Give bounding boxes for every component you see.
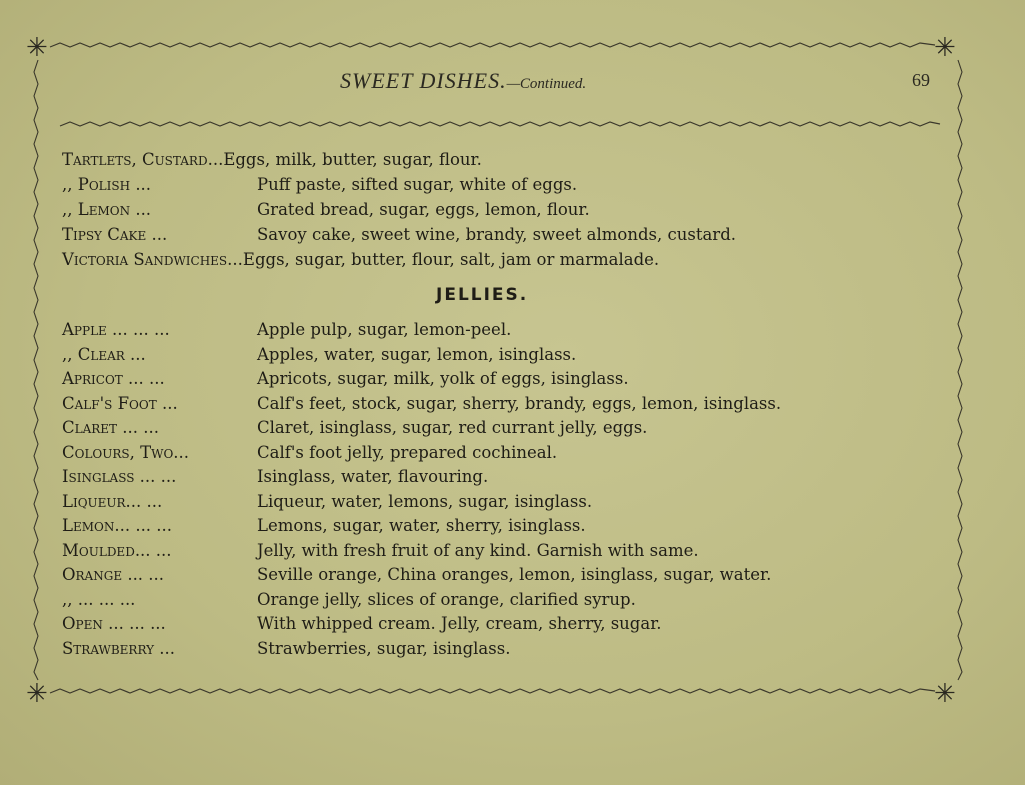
ingredients: ...Eggs, milk, butter, sugar, flour.: [207, 150, 482, 169]
ingredients: Isinglass, water, flavouring.: [257, 467, 489, 486]
page-header: [0, 68, 1025, 98]
ingredients: Grated bread, sugar, eggs, lemon, flour.: [257, 200, 590, 219]
list-item: [62, 587, 962, 613]
corner-ornament-icon: ✳: [934, 33, 956, 63]
dish-name: Liqueur... ...: [62, 491, 163, 511]
dish-name: Tipsy Cake ...: [62, 225, 168, 244]
list-item: [62, 636, 962, 662]
dish-name: ,, ... ... ...: [62, 589, 136, 609]
list-item: [62, 342, 962, 368]
ingredients: Apricots, sugar, milk, yolk of eggs, isinglass.: [257, 369, 629, 388]
list-item: [62, 513, 962, 539]
ingredients: Calf's foot jelly, prepared cochineal.: [257, 442, 558, 462]
list-item: [62, 562, 962, 588]
list-item: [62, 489, 962, 515]
dish-name: Moulded... ...: [62, 540, 172, 560]
ingredients: Strawberries, sugar, isinglass.: [257, 638, 511, 658]
list-item: [62, 538, 962, 564]
page-number: 69: [912, 70, 930, 90]
dish-name: Orange ... ...: [62, 565, 165, 584]
dish-name: ,, Lemon ...: [62, 200, 152, 219]
list-item: [62, 197, 962, 223]
dish-name: Lemon... ... ...: [62, 516, 173, 535]
ingredients: Calf's feet, stock, sugar, sherry, brandy, eggs, lemon, isinglass.: [257, 393, 782, 413]
corner-ornament-icon: ✳: [934, 679, 956, 709]
dish-name: Calf's Foot ...: [62, 393, 178, 413]
dish-name: Open ... ... ...: [62, 614, 166, 633]
ingredients: Liqueur, water, lemons, sugar, isinglass.: [257, 491, 593, 511]
dish-name: ,, Clear ...: [62, 344, 146, 364]
ingredients: Seville orange, China oranges, lemon, isinglass, sugar, water.: [257, 565, 772, 584]
ingredients: Apples, water, sugar, lemon, isinglass.: [257, 344, 577, 364]
ingredients: With whipped cream. Jelly, cream, sherry, sugar.: [257, 614, 662, 633]
list-item: [62, 247, 962, 273]
ingredients: Apple pulp, sugar, lemon-peel.: [257, 320, 512, 339]
list-item: [62, 391, 962, 417]
ingredients: Puff paste, sifted sugar, white of eggs.: [257, 175, 578, 194]
list-item: [62, 611, 962, 637]
dish-name: Claret ... ...: [62, 418, 160, 437]
ingredients: Claret, isinglass, sugar, red currant jelly, eggs.: [257, 418, 648, 437]
dish-name: Strawberry ...: [62, 638, 176, 658]
list-item: [62, 172, 962, 198]
continued-label: —Continued.: [506, 76, 587, 92]
list-item: [62, 222, 962, 248]
section-title: JELLIES.: [436, 285, 529, 305]
ingredients: Lemons, sugar, water, sherry, isinglass.: [257, 516, 586, 535]
list-item: [62, 147, 962, 173]
corner-ornament-icon: ✳: [26, 679, 48, 709]
list-item: [62, 317, 962, 343]
list-item: [62, 464, 962, 490]
list-item: [62, 440, 962, 466]
ingredients: Orange jelly, slices of orange, clarified syrup.: [257, 589, 636, 609]
corner-ornament-icon: ✳: [26, 33, 48, 63]
list-item: [62, 366, 962, 392]
dish-name: ,, Polish ...: [62, 175, 152, 194]
ingredients: ...Eggs, sugar, butter, flour, salt, jam or marmalade.: [227, 250, 660, 269]
dish-name: Isinglass ... ...: [62, 467, 177, 486]
dish-name: Apricot ... ...: [62, 369, 165, 388]
dish-name: Victoria Sandwiches: [62, 250, 228, 269]
ingredients: Savoy cake, sweet wine, brandy, sweet almonds, custard.: [257, 225, 736, 244]
dish-name: Apple ... ... ...: [62, 320, 170, 339]
dish-name: Colours, Two...: [62, 442, 190, 462]
dish-name: Tartlets, Custard: [62, 150, 208, 169]
list-item: [62, 415, 962, 441]
ingredients: Jelly, with fresh fruit of any kind. Garnish with same.: [257, 540, 699, 560]
page-title: SWEET DISHES.—Continued.: [340, 68, 587, 93]
